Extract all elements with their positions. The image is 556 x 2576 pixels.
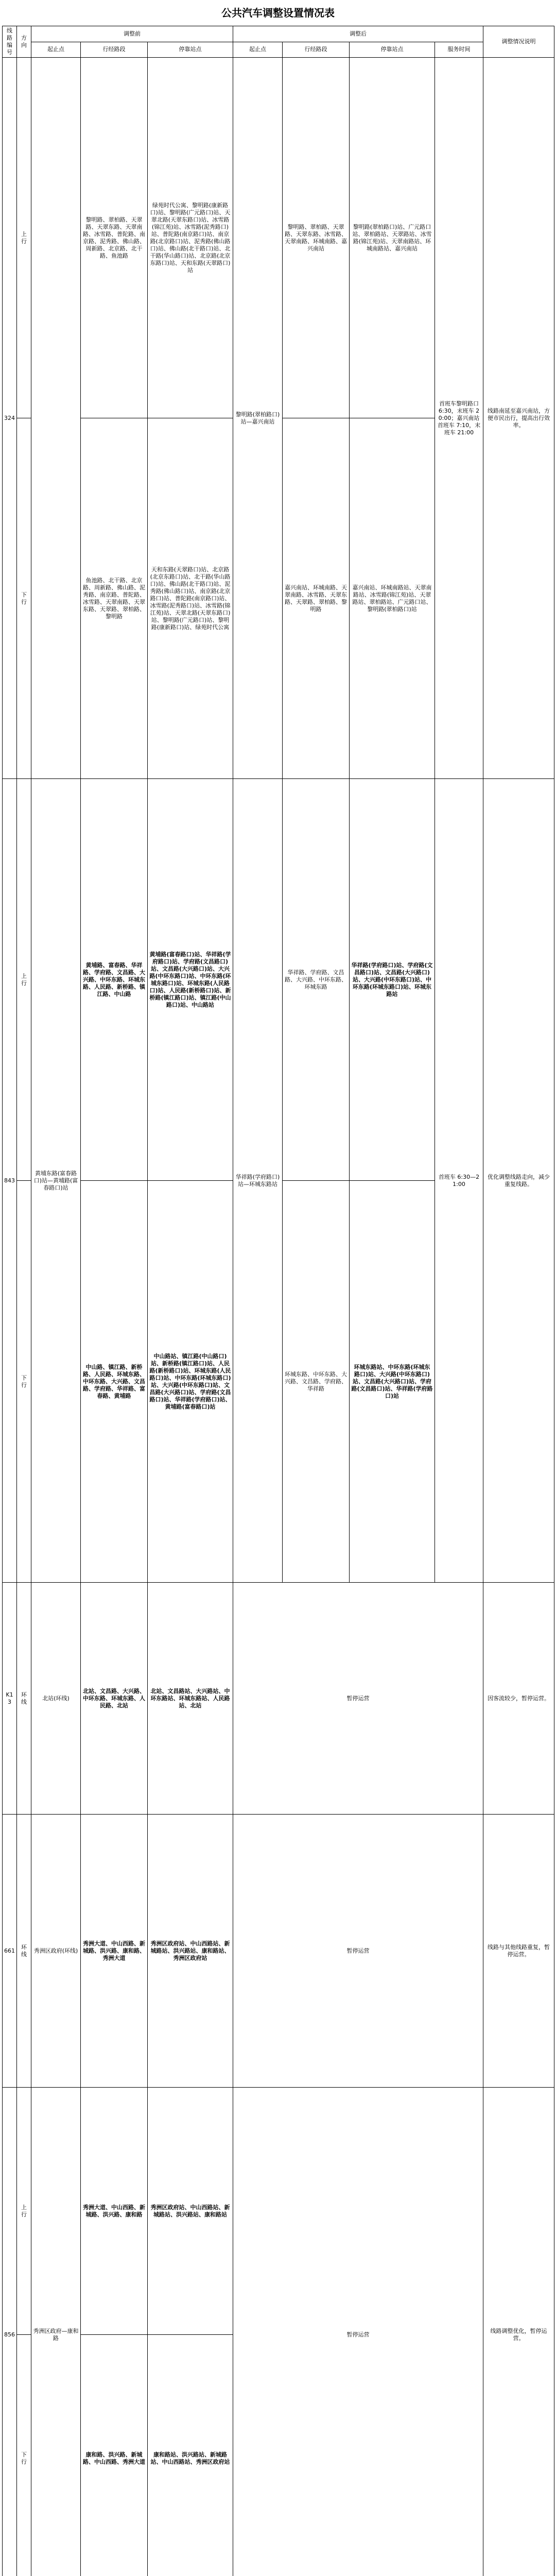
direction: 下行	[17, 1181, 31, 1583]
after-stops: 环城东路站、中环东路(环城东路口)站、大兴路(中环东路口)站、文昌路(大兴路口)站、学府路(文昌路口)站、华祥路(学府路口)站	[350, 1181, 435, 1583]
before-route: 康和路、洪兴路、新城路、中山西路、秀洲大道	[81, 2335, 148, 2576]
table-row	[3, 58, 554, 418]
direction: 上行	[17, 58, 31, 418]
before-stops: 天和东路(天翠路口)站、北京路(北京东路口)站、北干路(华山路口)站、佛山路(北干路口)站、泥秀路(佛山路口)站、南京路(北京路口)站、普陀路(南京路口)站、冰雪路(泥秀路口)站、冰雪路(锦江苑)站、天翠北路(天翠东路口)站、黎明路(广元路口)站、黎明路(康新路口)站、绿苑时代公寓	[148, 418, 233, 779]
line-number: K13	[3, 1583, 17, 1815]
header-line-no: 线路编号	[3, 26, 17, 58]
line-number: 856	[3, 2088, 17, 2576]
line-number: 324	[3, 58, 17, 779]
notes: 线路调整优化，暂停运营。	[483, 2088, 554, 2576]
before-route: 中山路、镇江路、新桥路、人民路、环城东路、中环东路、大兴路、文昌路、学府路、华祥路、富春路、黄埔路	[81, 1181, 148, 1583]
table-row	[3, 2088, 554, 2335]
notes: 因客流较少，暂停运营。	[483, 1583, 554, 1815]
direction: 下行	[17, 418, 31, 779]
header-before-group: 调整前	[31, 26, 233, 42]
line-number: 661	[3, 1815, 17, 2088]
notes: 线路与其他线路重复，暂停运营。	[483, 1815, 554, 2088]
before-stops: 秀洲区政府站、中山西路站、新城路站、洪兴路站、康和路站	[148, 2088, 233, 2335]
header-direction: 方向	[17, 26, 31, 58]
header-after-ends: 起止点	[233, 42, 283, 58]
header-before-stops: 停靠站点	[148, 42, 233, 58]
header-after-route: 行经路段	[283, 42, 350, 58]
table-row	[3, 1815, 554, 2088]
header-notes: 调整情况说明	[483, 26, 554, 58]
page-title: 公共汽车调整设置情况表	[221, 7, 335, 19]
direction: 环线	[17, 1583, 31, 1815]
direction: 下行	[17, 2335, 31, 2576]
after-ends: 华祥路(学府路口)站—环城东路站	[233, 779, 283, 1583]
direction: 上行	[17, 2088, 31, 2335]
table-row	[3, 779, 554, 1181]
notes: 优化调整线路走向，减少重复线路。	[483, 779, 554, 1583]
notes: 线路南延至嘉兴南站，方便市民出行，提高出行效率。	[483, 58, 554, 779]
before-ends	[31, 58, 81, 779]
after-route: 黎明路、翠柏路、天翠路、天翠东路、冰雪路、天翠南路、环城南路、嘉兴南站	[283, 58, 350, 418]
before-ends: 北站(环线)	[31, 1583, 81, 1815]
before-stops: 中山路站、镇江路(中山路口)站、新桥路(镇江路口)站、人民路(新桥路口)站、环城东路(人民路口)站、中环东路(环城东路口)站、大兴路(中环东路口)站、文昌路(大兴路口)站、学府路(文昌路口)站、华祥路(学府路口)站、黄埔路(富春路口)站	[148, 1181, 233, 1583]
before-ends: 黄埔东路(富春路口)站—黄埔路(富春路口)站	[31, 779, 81, 1583]
direction: 环线	[17, 1815, 31, 2088]
header-after-stops: 停靠站点	[350, 42, 435, 58]
before-route: 秀洲大道、中山西路、新城路、洪兴路、康和路、秀洲大道	[81, 1815, 148, 2088]
after-stops: 华祥路(学府路口)站、学府路(文昌路口)站、文昌路(大兴路口)站、大兴路(中环东路口)站、中环东路(环城东路口)站、环城东路站	[350, 779, 435, 1181]
after-merged: 暂停运营	[233, 1583, 483, 1815]
before-stops: 黄埔路(富春路口)站、华祥路(学府路口)站、学府路(文昌路口)站、文昌路(大兴路口)站、大兴路(中环东路口)站、中环东路(环城东路口)站、环城东路(人民路口)站、人民路(新桥路口)站、新桥路(镇江路口)站、镇江路(中山路口)站、中山路站	[148, 779, 233, 1181]
direction: 上行	[17, 779, 31, 1181]
header-before-ends: 起止点	[31, 42, 81, 58]
bus-adjustment-table	[2, 26, 554, 2576]
after-route: 华祥路、学府路、文昌路、大兴路、中环东路、环城东路	[283, 779, 350, 1181]
before-stops: 康和路站、洪兴路站、新城路站、中山西路站、秀洲区政府站	[148, 2335, 233, 2576]
header-after-time: 服务时间	[435, 42, 483, 58]
line-number: 843	[3, 779, 17, 1583]
after-stops: 黎明路(翠柏路口)站、广元路口站、翠柏路站、天翠路站、冰雪路(锦江苑)站、天翠南路站、环城南路站、嘉兴南站	[350, 58, 435, 418]
before-route: 鱼池路、北干路、北京路、周新路、佛山路、泥秀路、南京路、普陀路、冰雪路、天翠南路、天翠东路、天翠路、翠柏路、黎明路	[81, 418, 148, 779]
before-ends: 秀洲区政府—康和路	[31, 2088, 81, 2576]
after-route: 环城东路、中环东路、大兴路、文昌路、学府路、华祥路	[283, 1181, 350, 1583]
table-row	[3, 1583, 554, 1815]
after-merged: 暂停运营	[233, 2088, 483, 2576]
after-merged: 暂停运营	[233, 1815, 483, 2088]
before-stops: 北站、文昌路站、大兴路站、中环东路站、环城东路站、人民路站、北站	[148, 1583, 233, 1815]
after-stops: 嘉兴南站、环城南路站、天翠南路站、冰雪路(锦江苑)站、天翠路站、翠柏路站、广元路口站、黎明路(翠柏路口)站	[350, 418, 435, 779]
header-after-group: 调整后	[233, 26, 483, 42]
before-stops: 秀洲区政府站、中山西路站、新城路站、洪兴路站、康和路站、秀洲区政府站	[148, 1815, 233, 2088]
before-route: 黄埔路、富春路、华祥路、学府路、文昌路、大兴路、中环东路、环城东路、人民路、新桥路、镇江路、中山路	[81, 779, 148, 1181]
before-ends: 秀洲区政府(环线)	[31, 1815, 81, 2088]
header-before-route: 行经路段	[81, 42, 148, 58]
after-time: 首班车黎明路口 6:30，末班车 20:00；嘉兴南站首班车 7:10，末班车 21:00	[435, 58, 483, 779]
after-ends: 黎明路(翠柏路口)站—嘉兴南站	[233, 58, 283, 779]
before-stops: 绿苑时代公寓、黎明路(康新路口)站、黎明路(广元路口)站、天翠北路(天翠东路口)站、冰雪路(锦江苑)站、冰雪路(泥秀路口)站、普陀路(南京路口)站、南京路(北京路口)站、泥秀路(佛山路口)站、佛山路(北干路口)站、北干路(华山路口)站、北京路(北京东路口)站、天和东路(天翠路口)站	[148, 58, 233, 418]
after-time: 首班车 6:30—21:00	[435, 779, 483, 1583]
after-route: 嘉兴南站、环城南路、天翠南路、冰雪路、天翠东路、天翠路、翠柏路、黎明路	[283, 418, 350, 779]
before-route: 黎明路、翠柏路、天翠路、天翠东路、天翠南路、冰雪路、普陀路、南京路、泥秀路、佛山路、周新路、北京路、北干路、鱼池路	[81, 58, 148, 418]
before-route: 秀洲大道、中山西路、新城路、洪兴路、康和路	[81, 2088, 148, 2335]
before-route: 北站、文昌路、大兴路、中环东路、环城东路、人民路、北站	[81, 1583, 148, 1815]
